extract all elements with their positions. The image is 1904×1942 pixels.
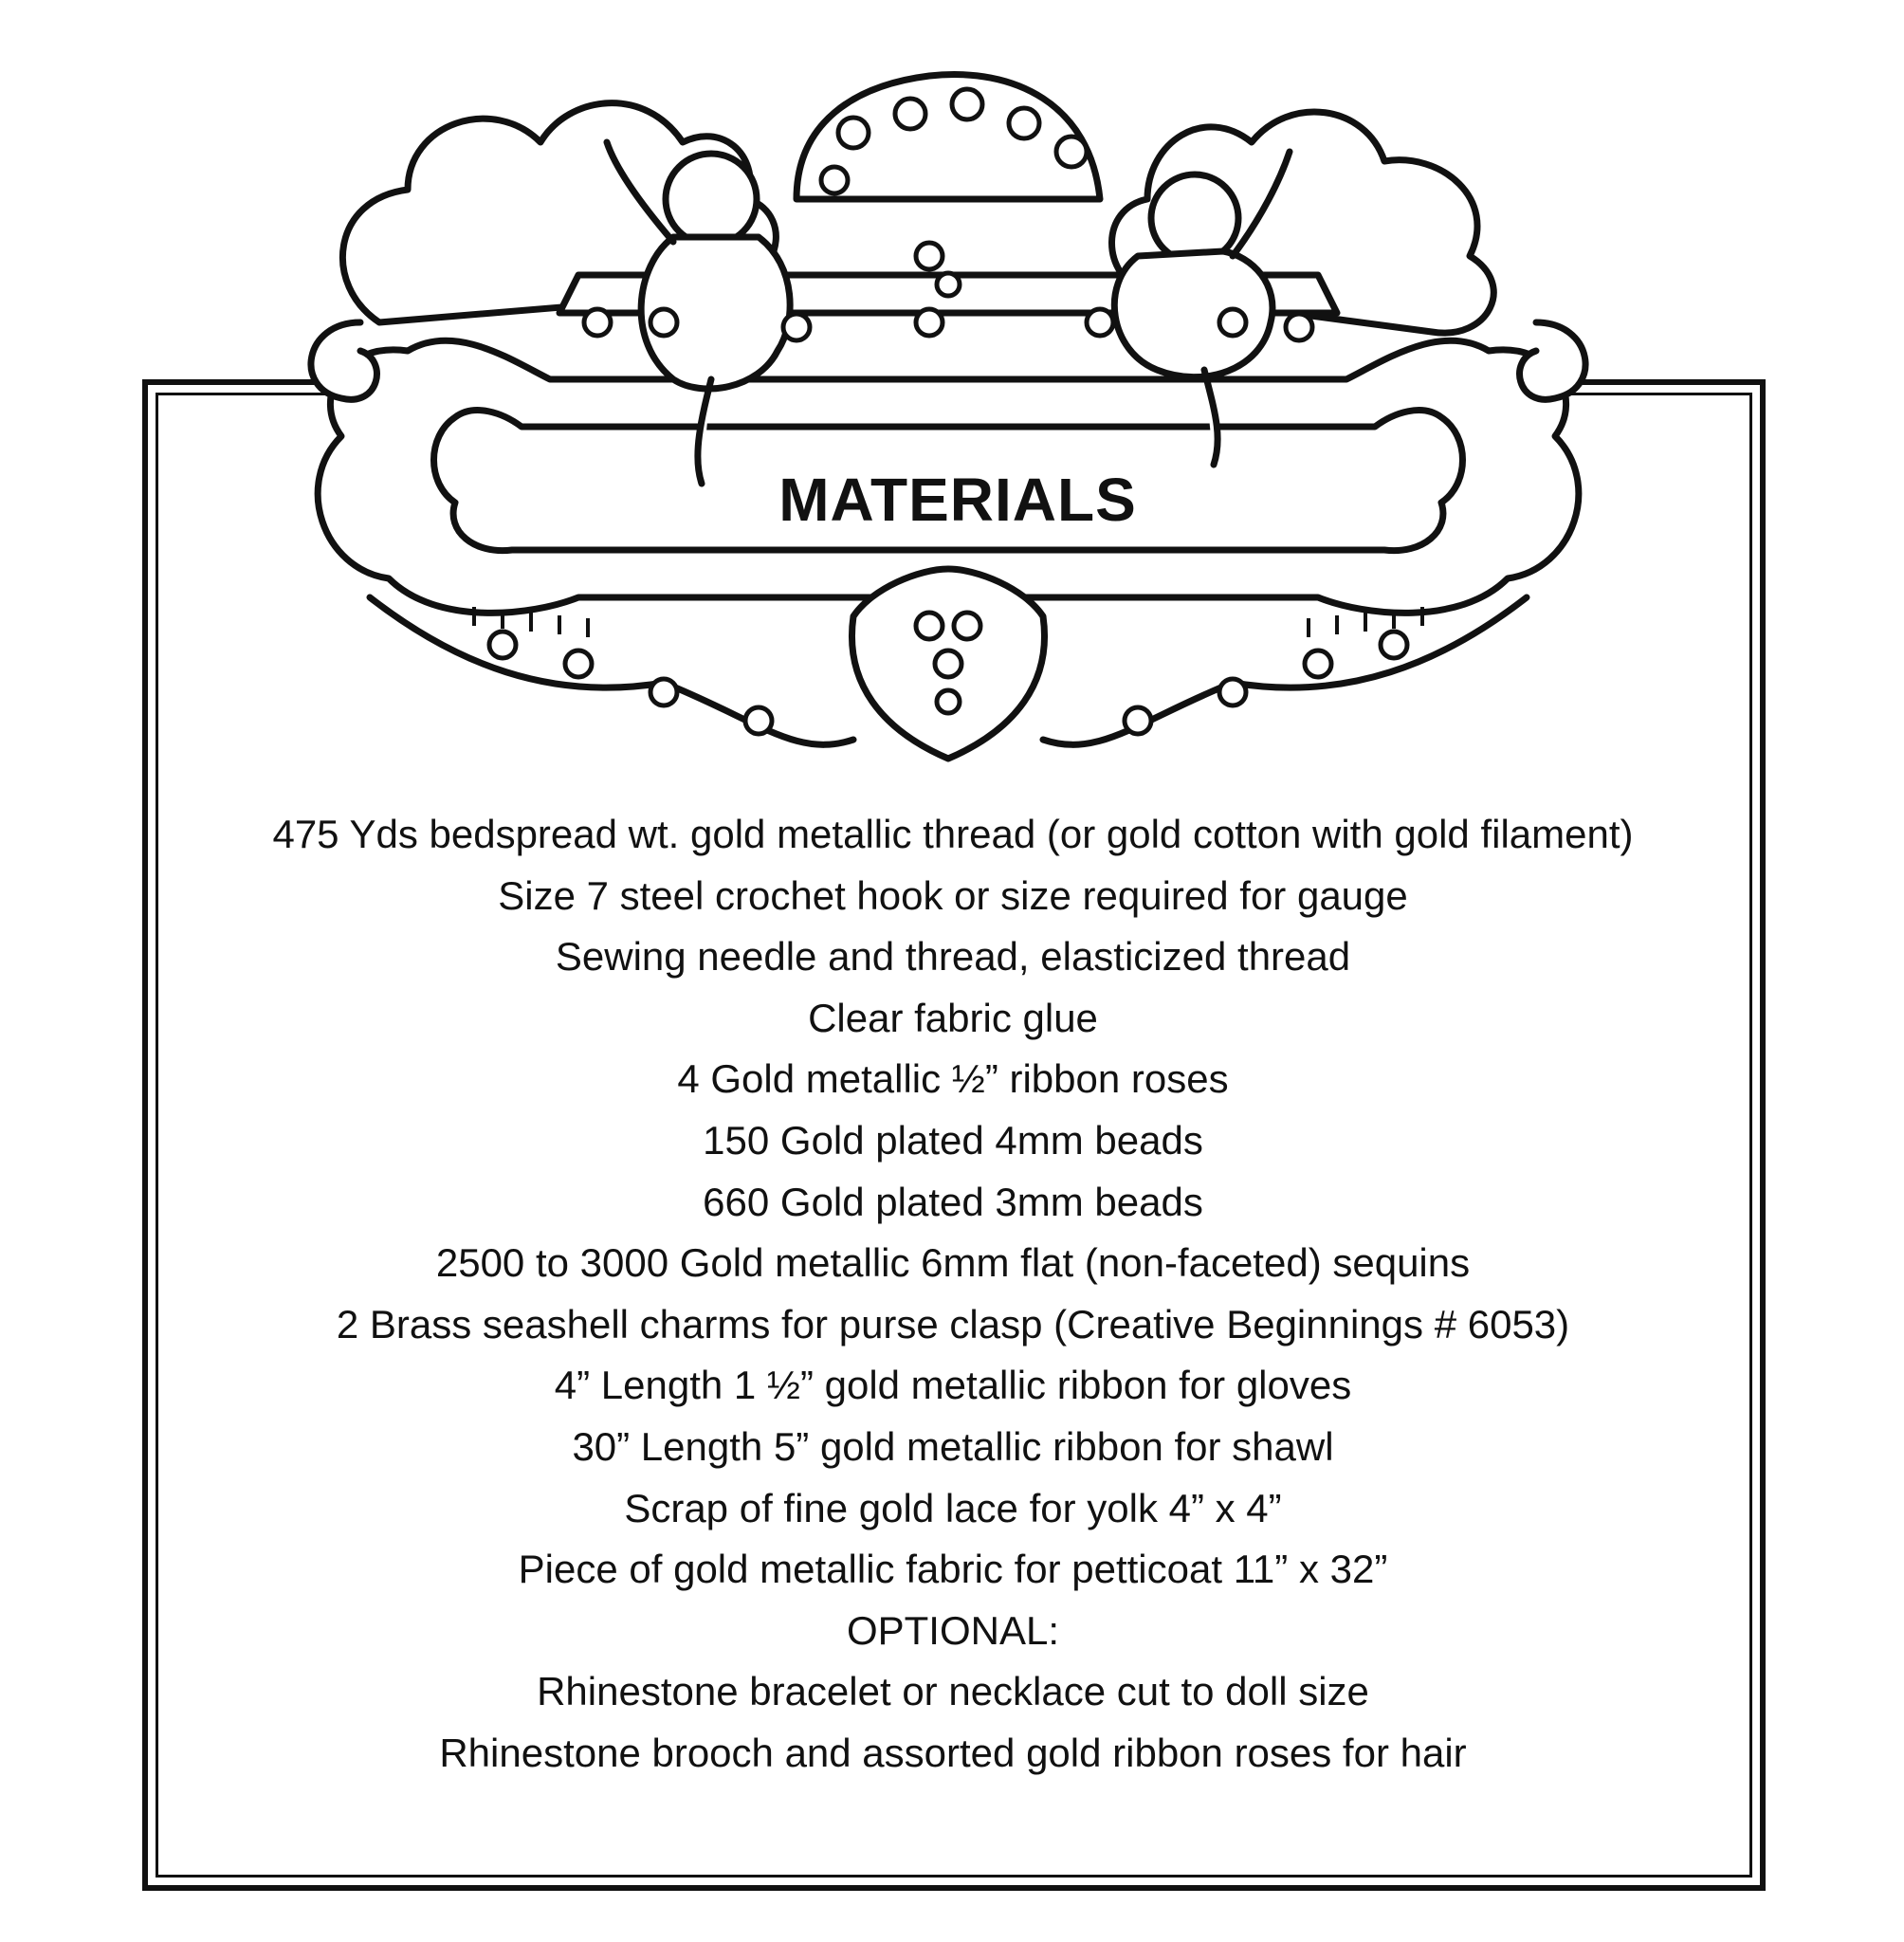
materials-list: [171, 804, 1735, 1785]
list-item: 4 Gold metallic ½” ribbon roses: [677, 1056, 1229, 1102]
list-item: Rhinestone brooch and assorted gold ribbon roses for hair: [439, 1730, 1467, 1775]
list-item: 660 Gold plated 3mm beads: [703, 1179, 1203, 1224]
left-cherub-head: [666, 154, 757, 245]
bottom-garland-right: [1043, 597, 1527, 744]
list-item: Rhinestone bracelet or necklace cut to doll size: [537, 1669, 1369, 1714]
list-item: 150 Gold plated 4mm beads: [703, 1117, 1203, 1163]
list-item: Piece of gold metallic fabric for petticoat 11” x 32”: [518, 1547, 1388, 1592]
cherub-cartouche-illustration: [265, 38, 1640, 797]
page-title: MATERIALS: [778, 466, 1137, 534]
list-item: Clear fabric glue: [808, 995, 1098, 1040]
list-item: Size 7 steel crochet hook or size required for gauge: [498, 872, 1408, 918]
right-scroll: [1520, 322, 1585, 399]
optional-heading: OPTIONAL:: [846, 1607, 1060, 1653]
list-item: Sewing needle and thread, elasticized thread: [555, 934, 1351, 980]
list-item: 2 Brass seashell charms for purse clasp (Creative Beginnings # 6053): [336, 1301, 1570, 1347]
list-item: 475 Yds bedspread wt. gold metallic thread (or gold cotton with gold filament): [272, 812, 1634, 856]
list-item: 4” Length 1 ½” gold metallic ribbon for gloves: [554, 1363, 1352, 1408]
right-cherub-body: [1114, 251, 1272, 377]
list-item: 30” Length 5” gold metallic ribbon for shawl: [572, 1423, 1334, 1469]
list-item: Scrap of fine gold lace for yolk 4” x 4”: [624, 1485, 1282, 1530]
list-item: 2500 to 3000 Gold metallic 6mm flat (non-faceted) sequins: [435, 1240, 1471, 1286]
left-scroll: [311, 322, 376, 399]
bottom-garland-left: [370, 597, 853, 744]
